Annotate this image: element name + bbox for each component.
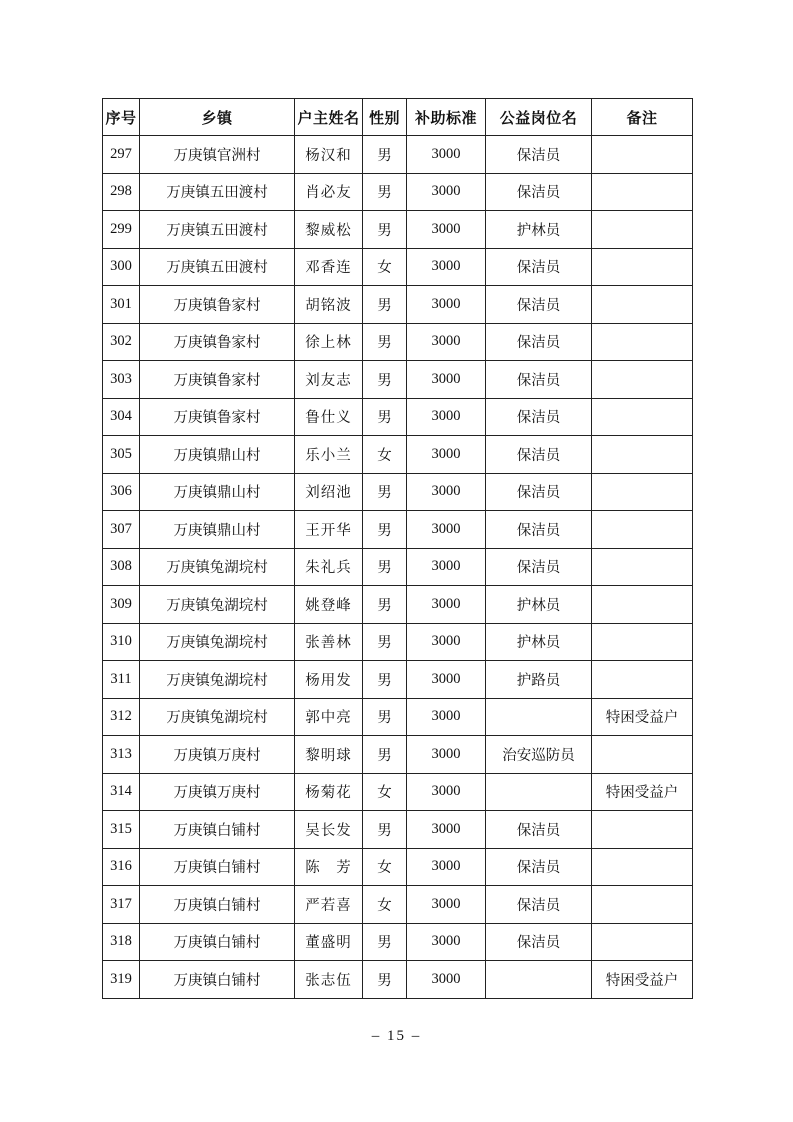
cell-no: 317 xyxy=(103,886,140,924)
cell-subsidy: 3000 xyxy=(407,398,486,436)
cell-town: 万庚镇鲁家村 xyxy=(140,323,295,361)
table-row xyxy=(103,923,693,961)
cell-town: 万庚镇白铺村 xyxy=(140,811,295,849)
cell-no: 312 xyxy=(103,698,140,736)
cell-no: 309 xyxy=(103,586,140,624)
cell-householder: 鲁仕义 xyxy=(295,398,363,436)
cell-post: 保洁员 xyxy=(486,923,592,961)
cell-subsidy: 3000 xyxy=(407,661,486,699)
cell-subsidy: 3000 xyxy=(407,511,486,549)
cell-subsidy: 3000 xyxy=(407,436,486,474)
cell-remark: 特困受益户 xyxy=(592,773,693,811)
cell-householder: 肖必友 xyxy=(295,173,363,211)
cell-householder: 胡铭波 xyxy=(295,286,363,324)
cell-no: 307 xyxy=(103,511,140,549)
cell-remark xyxy=(592,473,693,511)
cell-post: 保洁员 xyxy=(486,811,592,849)
cell-no: 299 xyxy=(103,211,140,249)
table-row xyxy=(103,586,693,624)
cell-no: 300 xyxy=(103,248,140,286)
cell-gender: 男 xyxy=(363,286,407,324)
cell-subsidy: 3000 xyxy=(407,361,486,399)
cell-remark xyxy=(592,886,693,924)
table-row xyxy=(103,698,693,736)
cell-subsidy: 3000 xyxy=(407,586,486,624)
cell-remark xyxy=(592,436,693,474)
cell-town: 万庚镇兔湖垸村 xyxy=(140,661,295,699)
table-row xyxy=(103,211,693,249)
cell-householder: 黎威松 xyxy=(295,211,363,249)
cell-subsidy: 3000 xyxy=(407,811,486,849)
cell-remark xyxy=(592,136,693,174)
cell-town: 万庚镇鲁家村 xyxy=(140,361,295,399)
cell-no: 301 xyxy=(103,286,140,324)
table-row xyxy=(103,623,693,661)
cell-town: 万庚镇白铺村 xyxy=(140,848,295,886)
cell-remark xyxy=(592,173,693,211)
header-post: 公益岗位名 xyxy=(486,99,592,136)
cell-gender: 男 xyxy=(363,473,407,511)
cell-no: 304 xyxy=(103,398,140,436)
cell-no: 305 xyxy=(103,436,140,474)
cell-post: 保洁员 xyxy=(486,848,592,886)
cell-remark xyxy=(592,736,693,774)
cell-gender: 男 xyxy=(363,548,407,586)
cell-remark xyxy=(592,398,693,436)
cell-subsidy: 3000 xyxy=(407,773,486,811)
table-body xyxy=(103,136,693,999)
table-row xyxy=(103,323,693,361)
cell-no: 313 xyxy=(103,736,140,774)
table-row xyxy=(103,173,693,211)
cell-town: 万庚镇兔湖垸村 xyxy=(140,548,295,586)
cell-householder: 乐小兰 xyxy=(295,436,363,474)
cell-post xyxy=(486,773,592,811)
cell-subsidy: 3000 xyxy=(407,961,486,999)
cell-subsidy: 3000 xyxy=(407,473,486,511)
cell-gender: 男 xyxy=(363,211,407,249)
cell-remark xyxy=(592,323,693,361)
cell-gender: 男 xyxy=(363,661,407,699)
cell-householder: 张志伍 xyxy=(295,961,363,999)
header-gender: 性别 xyxy=(363,99,407,136)
cell-town: 万庚镇五田渡村 xyxy=(140,173,295,211)
cell-subsidy: 3000 xyxy=(407,623,486,661)
cell-householder: 严若喜 xyxy=(295,886,363,924)
cell-gender: 男 xyxy=(363,961,407,999)
cell-post: 保洁员 xyxy=(486,886,592,924)
cell-gender: 男 xyxy=(363,923,407,961)
cell-subsidy: 3000 xyxy=(407,286,486,324)
cell-remark: 特困受益户 xyxy=(592,961,693,999)
cell-householder: 杨用发 xyxy=(295,661,363,699)
cell-post: 保洁员 xyxy=(486,436,592,474)
cell-remark xyxy=(592,548,693,586)
table-row xyxy=(103,811,693,849)
cell-no: 310 xyxy=(103,623,140,661)
cell-post: 保洁员 xyxy=(486,361,592,399)
cell-remark: 特困受益户 xyxy=(592,698,693,736)
table-row xyxy=(103,961,693,999)
cell-post: 护林员 xyxy=(486,623,592,661)
table-row xyxy=(103,361,693,399)
cell-householder: 郭中亮 xyxy=(295,698,363,736)
table-row xyxy=(103,436,693,474)
cell-subsidy: 3000 xyxy=(407,886,486,924)
cell-town: 万庚镇白铺村 xyxy=(140,886,295,924)
cell-subsidy: 3000 xyxy=(407,698,486,736)
cell-gender: 男 xyxy=(363,136,407,174)
cell-subsidy: 3000 xyxy=(407,848,486,886)
cell-subsidy: 3000 xyxy=(407,923,486,961)
cell-town: 万庚镇白铺村 xyxy=(140,961,295,999)
table-row xyxy=(103,286,693,324)
cell-subsidy: 3000 xyxy=(407,136,486,174)
cell-subsidy: 3000 xyxy=(407,323,486,361)
cell-householder: 张善林 xyxy=(295,623,363,661)
cell-remark xyxy=(592,248,693,286)
cell-town: 万庚镇鼎山村 xyxy=(140,473,295,511)
table-row xyxy=(103,886,693,924)
cell-post: 保洁员 xyxy=(486,248,592,286)
cell-gender: 男 xyxy=(363,173,407,211)
cell-gender: 男 xyxy=(363,623,407,661)
cell-householder: 姚登峰 xyxy=(295,586,363,624)
cell-town: 万庚镇官洲村 xyxy=(140,136,295,174)
table-row xyxy=(103,661,693,699)
cell-gender: 女 xyxy=(363,248,407,286)
header-subsidy: 补助标准 xyxy=(407,99,486,136)
cell-gender: 女 xyxy=(363,848,407,886)
cell-remark xyxy=(592,811,693,849)
cell-remark xyxy=(592,848,693,886)
cell-post: 保洁员 xyxy=(486,323,592,361)
cell-post: 护路员 xyxy=(486,661,592,699)
header-town: 乡镇 xyxy=(140,99,295,136)
cell-town: 万庚镇五田渡村 xyxy=(140,248,295,286)
table-header xyxy=(103,99,693,136)
cell-householder: 王开华 xyxy=(295,511,363,549)
cell-householder: 朱礼兵 xyxy=(295,548,363,586)
cell-remark xyxy=(592,661,693,699)
cell-post: 保洁员 xyxy=(486,173,592,211)
cell-post: 保洁员 xyxy=(486,398,592,436)
table-row xyxy=(103,548,693,586)
cell-gender: 女 xyxy=(363,436,407,474)
cell-town: 万庚镇兔湖垸村 xyxy=(140,698,295,736)
cell-householder: 吴长发 xyxy=(295,811,363,849)
cell-subsidy: 3000 xyxy=(407,173,486,211)
cell-gender: 男 xyxy=(363,698,407,736)
cell-householder: 杨汉和 xyxy=(295,136,363,174)
cell-no: 297 xyxy=(103,136,140,174)
cell-post: 保洁员 xyxy=(486,473,592,511)
cell-gender: 男 xyxy=(363,586,407,624)
cell-town: 万庚镇鲁家村 xyxy=(140,398,295,436)
cell-post: 护林员 xyxy=(486,211,592,249)
cell-town: 万庚镇鼎山村 xyxy=(140,511,295,549)
table-row xyxy=(103,736,693,774)
cell-householder: 徐上林 xyxy=(295,323,363,361)
cell-post: 保洁员 xyxy=(486,511,592,549)
cell-subsidy: 3000 xyxy=(407,211,486,249)
cell-no: 314 xyxy=(103,773,140,811)
cell-subsidy: 3000 xyxy=(407,548,486,586)
cell-gender: 男 xyxy=(363,323,407,361)
cell-gender: 男 xyxy=(363,811,407,849)
cell-no: 311 xyxy=(103,661,140,699)
table-row xyxy=(103,473,693,511)
cell-town: 万庚镇兔湖垸村 xyxy=(140,623,295,661)
page-number: – 15 – xyxy=(371,1028,422,1044)
cell-town: 万庚镇五田渡村 xyxy=(140,211,295,249)
cell-householder: 董盛明 xyxy=(295,923,363,961)
cell-no: 315 xyxy=(103,811,140,849)
cell-remark xyxy=(592,586,693,624)
cell-gender: 男 xyxy=(363,736,407,774)
table-row xyxy=(103,136,693,174)
cell-remark xyxy=(592,623,693,661)
cell-town: 万庚镇白铺村 xyxy=(140,923,295,961)
cell-subsidy: 3000 xyxy=(407,248,486,286)
cell-no: 318 xyxy=(103,923,140,961)
cell-town: 万庚镇兔湖垸村 xyxy=(140,586,295,624)
table-row xyxy=(103,248,693,286)
cell-householder: 刘绍池 xyxy=(295,473,363,511)
cell-householder: 杨菊花 xyxy=(295,773,363,811)
cell-gender: 男 xyxy=(363,511,407,549)
cell-remark xyxy=(592,511,693,549)
cell-no: 308 xyxy=(103,548,140,586)
table-row xyxy=(103,773,693,811)
cell-post: 保洁员 xyxy=(486,136,592,174)
header-no: 序号 xyxy=(103,99,140,136)
cell-post xyxy=(486,698,592,736)
cell-gender: 女 xyxy=(363,886,407,924)
cell-post: 治安巡防员 xyxy=(486,736,592,774)
table-row xyxy=(103,848,693,886)
cell-post: 保洁员 xyxy=(486,548,592,586)
beneficiary-table xyxy=(102,98,693,999)
cell-gender: 女 xyxy=(363,773,407,811)
cell-gender: 男 xyxy=(363,361,407,399)
cell-gender: 男 xyxy=(363,398,407,436)
table-row xyxy=(103,398,693,436)
cell-town: 万庚镇万庚村 xyxy=(140,773,295,811)
cell-no: 306 xyxy=(103,473,140,511)
cell-subsidy: 3000 xyxy=(407,736,486,774)
cell-householder: 黎明球 xyxy=(295,736,363,774)
cell-no: 302 xyxy=(103,323,140,361)
header-remark: 备注 xyxy=(592,99,693,136)
cell-post: 保洁员 xyxy=(486,286,592,324)
cell-no: 316 xyxy=(103,848,140,886)
cell-remark xyxy=(592,286,693,324)
cell-town: 万庚镇万庚村 xyxy=(140,736,295,774)
table-row xyxy=(103,511,693,549)
cell-remark xyxy=(592,923,693,961)
cell-town: 万庚镇鼎山村 xyxy=(140,436,295,474)
cell-town: 万庚镇鲁家村 xyxy=(140,286,295,324)
header-householder: 户主姓名 xyxy=(295,99,363,136)
cell-householder: 邓香连 xyxy=(295,248,363,286)
cell-post: 护林员 xyxy=(486,586,592,624)
cell-post xyxy=(486,961,592,999)
cell-householder: 陈 芳 xyxy=(295,848,363,886)
header-row xyxy=(103,99,693,136)
cell-no: 303 xyxy=(103,361,140,399)
cell-remark xyxy=(592,361,693,399)
cell-no: 319 xyxy=(103,961,140,999)
cell-no: 298 xyxy=(103,173,140,211)
cell-remark xyxy=(592,211,693,249)
cell-householder: 刘友志 xyxy=(295,361,363,399)
